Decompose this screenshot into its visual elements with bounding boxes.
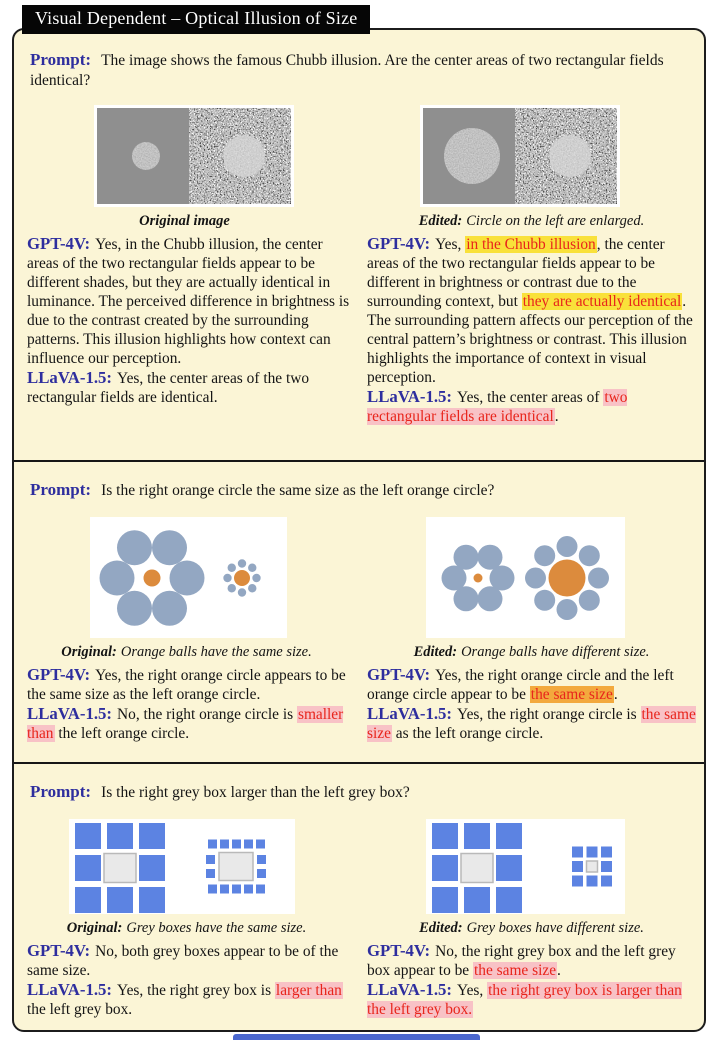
response-text: . <box>557 962 561 979</box>
response-text: . <box>554 408 559 425</box>
next-card-peek <box>233 1034 480 1040</box>
highlighted-text: in the Chubb illusion <box>466 236 596 253</box>
responses-row <box>14 234 704 426</box>
response-text: Yes, the right orange circle is <box>457 706 641 723</box>
highlighted-text: two rectangular fields are identical <box>367 389 628 425</box>
model-response <box>27 980 358 1019</box>
figures-row <box>14 91 704 207</box>
captions-row <box>14 919 704 937</box>
responses-row <box>14 665 704 743</box>
figure-caption-left <box>14 643 359 661</box>
illusion-section-chubb <box>14 50 704 460</box>
captions-row <box>14 212 704 230</box>
prompt-text: Is the right grey box larger than the left grey box? <box>101 784 410 801</box>
highlighted-text: the same size <box>473 962 557 979</box>
highlighted-text: larger than <box>275 982 342 999</box>
caption-label: Edited: <box>418 213 463 229</box>
figure-caption-left <box>14 919 359 937</box>
model-response <box>367 387 698 426</box>
model-label: GPT-4V: <box>367 665 431 684</box>
caption-text: Grey boxes have different size. <box>466 920 644 936</box>
response-text: the left orange circle. <box>54 725 190 742</box>
model-label: LLaVA-1.5: <box>367 704 453 723</box>
responses-right-column <box>367 941 698 1019</box>
figure-caption-right <box>359 643 704 661</box>
illusion-section-circles <box>14 460 704 762</box>
response-text: , the center areas of the two rectangular fields appear to be different in brightness or contrast due to the surrounding context, but <box>367 236 665 310</box>
response-text: Yes, the center areas of the two rectangular fields are identical. <box>27 370 310 406</box>
ebbinghaus-edited-figure <box>426 517 625 638</box>
grey-box-edited-figure <box>426 819 625 914</box>
responses-right-column <box>367 234 698 426</box>
prompt-row <box>30 50 688 91</box>
response-text: Yes, <box>457 982 488 999</box>
response-text: Yes, the right orange circle appears to be the same size as the left orange circle. <box>27 667 346 703</box>
caption-label: Original: <box>61 644 117 660</box>
chubb-edited-figure <box>420 105 620 207</box>
responses-left-column <box>27 234 358 426</box>
model-response <box>27 941 358 980</box>
figure-caption-right <box>359 919 704 937</box>
model-label: GPT-4V: <box>27 234 91 253</box>
model-label: GPT-4V: <box>27 941 91 960</box>
highlighted-text: they are actually identical <box>522 293 682 310</box>
model-label: LLaVA-1.5: <box>27 368 113 387</box>
model-response <box>367 704 698 743</box>
response-text: No, the right grey box and the left grey box appear to be <box>367 943 676 979</box>
model-response <box>367 665 698 704</box>
illusion-section-boxes <box>14 762 704 1019</box>
model-label: GPT-4V: <box>367 234 431 253</box>
model-response <box>27 665 358 704</box>
caption-text: Orange balls have the same size. <box>120 644 312 660</box>
prompt-row <box>30 782 688 803</box>
figure-title: Visual Dependent – Optical Illusion of Size <box>22 5 370 34</box>
response-text: Yes, the right orange circle and the left orange circle appear to be <box>367 667 674 703</box>
response-text: as the left orange circle. <box>391 725 544 742</box>
prompt-text: Is the right orange circle the same size as the left orange circle? <box>101 482 495 499</box>
response-text: No, both grey boxes appear to be of the same size. <box>27 943 339 979</box>
caption-text: Circle on the left are enlarged. <box>466 213 645 229</box>
model-label: LLaVA-1.5: <box>367 387 453 406</box>
model-response <box>367 941 698 980</box>
model-response <box>367 980 698 1019</box>
prompt-label: Prompt: <box>30 782 92 801</box>
figure-caption-left <box>14 212 359 230</box>
captions-row <box>14 643 704 661</box>
response-text: Yes, the right grey box is <box>117 982 275 999</box>
caption-label: Edited: <box>413 644 458 660</box>
responses-left-column <box>27 665 358 743</box>
response-text: Yes, in the Chubb illusion, the center areas of the two rectangular fields appear to be different shades, but they are actually identical in luminance. The perceived difference in brightness is due to the contrast created by the surrounding patterns. This illusion highlights how context can influence our perception. <box>27 236 350 367</box>
caption-text: Orange balls have different size. <box>461 644 650 660</box>
prompt-label: Prompt: <box>30 50 92 69</box>
model-response <box>367 234 698 387</box>
model-label: LLaVA-1.5: <box>27 704 113 723</box>
caption-text: Grey boxes have the same size. <box>126 920 307 936</box>
response-text: . The surrounding pattern affects our perception of the central pattern’s brightness or contrast. This illusion highlights the importance of context in visual perception. <box>367 293 693 386</box>
responses-right-column <box>367 665 698 743</box>
responses-left-column <box>27 941 358 1019</box>
response-text: Yes, the center areas of <box>457 389 604 406</box>
figures-row <box>14 501 704 638</box>
caption-label: Edited: <box>419 920 463 936</box>
highlighted-text: smaller than <box>27 706 344 742</box>
prompt-label: Prompt: <box>30 480 92 499</box>
highlighted-text: the same size <box>530 686 613 703</box>
model-label: LLaVA-1.5: <box>27 980 113 999</box>
ebbinghaus-original-figure <box>90 517 287 638</box>
model-response <box>27 368 358 407</box>
model-label: GPT-4V: <box>367 941 431 960</box>
response-text: No, the right orange circle is <box>117 706 297 723</box>
model-response <box>27 234 358 368</box>
prompt-text: The image shows the famous Chubb illusion. Are the center areas of two rectangular fields identical? <box>30 52 664 89</box>
caption-label: Original: <box>66 920 123 936</box>
response-text: the left grey box. <box>27 1001 133 1018</box>
figure-caption-right <box>359 212 704 230</box>
prompt-row <box>30 480 688 501</box>
grey-box-original-figure <box>69 819 295 914</box>
response-text: Yes, <box>435 236 466 253</box>
highlighted-text: the same size <box>367 706 696 742</box>
response-text: . <box>613 686 618 703</box>
figures-row <box>14 803 704 914</box>
model-label: GPT-4V: <box>27 665 91 684</box>
highlighted-text: the right grey box is larger than the left grey box. <box>367 982 682 1018</box>
caption-label: Original image <box>139 213 230 229</box>
model-response <box>27 704 358 743</box>
model-label: LLaVA-1.5: <box>367 980 453 999</box>
chubb-original-figure <box>94 105 294 207</box>
responses-row <box>14 941 704 1019</box>
figure-card <box>12 28 706 1032</box>
